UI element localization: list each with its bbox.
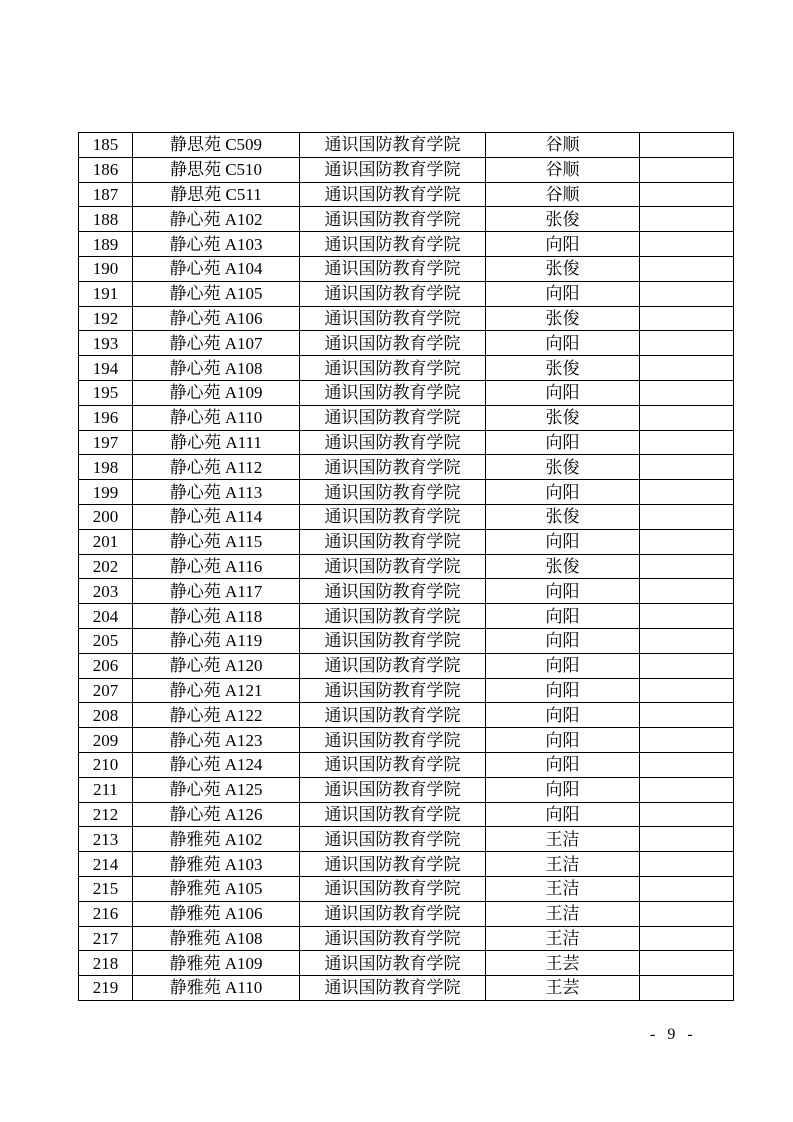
room-cell: 静心苑 A111: [133, 430, 300, 455]
row-number-cell: 215: [79, 876, 133, 901]
table-row: [79, 356, 734, 381]
table-row: [79, 579, 734, 604]
manager-name-cell: 向阳: [486, 777, 640, 802]
note-cell: [640, 926, 734, 951]
college-cell: 通识国防教育学院: [300, 876, 486, 901]
manager-name-cell: 张俊: [486, 504, 640, 529]
table-row: [79, 380, 734, 405]
row-number-cell: 194: [79, 356, 133, 381]
row-number-cell: 197: [79, 430, 133, 455]
table-row: [79, 306, 734, 331]
room-cell: 静心苑 A120: [133, 653, 300, 678]
table-row: [79, 653, 734, 678]
row-number-cell: 203: [79, 579, 133, 604]
table-body: [79, 133, 734, 1001]
note-cell: [640, 901, 734, 926]
table-row: [79, 529, 734, 554]
room-cell: 静心苑 A117: [133, 579, 300, 604]
room-cell: 静心苑 A125: [133, 777, 300, 802]
manager-name-cell: 谷顺: [486, 157, 640, 182]
college-cell: 通识国防教育学院: [300, 157, 486, 182]
room-cell: 静思苑 C511: [133, 182, 300, 207]
row-number-cell: 199: [79, 480, 133, 505]
college-cell: 通识国防教育学院: [300, 480, 486, 505]
table-row: [79, 976, 734, 1001]
table-row: [79, 777, 734, 802]
room-cell: 静心苑 A107: [133, 331, 300, 356]
table-row: [79, 480, 734, 505]
row-number-cell: 186: [79, 157, 133, 182]
manager-name-cell: 谷顺: [486, 182, 640, 207]
college-cell: 通识国防教育学院: [300, 579, 486, 604]
room-cell: 静心苑 A114: [133, 504, 300, 529]
manager-name-cell: 王芸: [486, 976, 640, 1001]
table-row: [79, 405, 734, 430]
note-cell: [640, 604, 734, 629]
note-cell: [640, 976, 734, 1001]
room-cell: 静雅苑 A108: [133, 926, 300, 951]
manager-name-cell: 向阳: [486, 480, 640, 505]
manager-name-cell: 向阳: [486, 653, 640, 678]
note-cell: [640, 554, 734, 579]
manager-name-cell: 向阳: [486, 604, 640, 629]
row-number-cell: 209: [79, 728, 133, 753]
table-row: [79, 331, 734, 356]
college-cell: 通识国防教育学院: [300, 430, 486, 455]
note-cell: [640, 455, 734, 480]
note-cell: [640, 852, 734, 877]
college-cell: 通识国防教育学院: [300, 529, 486, 554]
table-row: [79, 207, 734, 232]
manager-name-cell: 向阳: [486, 430, 640, 455]
table-row: [79, 256, 734, 281]
room-cell: 静思苑 C509: [133, 133, 300, 158]
college-cell: 通识国防教育学院: [300, 380, 486, 405]
room-cell: 静思苑 C510: [133, 157, 300, 182]
manager-name-cell: 向阳: [486, 232, 640, 257]
row-number-cell: 201: [79, 529, 133, 554]
table-row: [79, 628, 734, 653]
manager-name-cell: 张俊: [486, 405, 640, 430]
note-cell: [640, 728, 734, 753]
row-number-cell: 210: [79, 752, 133, 777]
note-cell: [640, 232, 734, 257]
note-cell: [640, 430, 734, 455]
row-number-cell: 189: [79, 232, 133, 257]
note-cell: [640, 653, 734, 678]
room-cell: 静心苑 A121: [133, 678, 300, 703]
note-cell: [640, 356, 734, 381]
table-row: [79, 876, 734, 901]
note-cell: [640, 133, 734, 158]
room-cell: 静心苑 A110: [133, 405, 300, 430]
row-number-cell: 208: [79, 703, 133, 728]
room-cell: 静心苑 A123: [133, 728, 300, 753]
college-cell: 通识国防教育学院: [300, 405, 486, 430]
row-number-cell: 200: [79, 504, 133, 529]
table-row: [79, 951, 734, 976]
manager-name-cell: 王洁: [486, 852, 640, 877]
room-cell: 静心苑 A109: [133, 380, 300, 405]
row-number-cell: 191: [79, 281, 133, 306]
table-row: [79, 232, 734, 257]
college-cell: 通识国防教育学院: [300, 976, 486, 1001]
table-row: [79, 678, 734, 703]
row-number-cell: 193: [79, 331, 133, 356]
college-cell: 通识国防教育学院: [300, 901, 486, 926]
room-cell: 静心苑 A105: [133, 281, 300, 306]
room-cell: 静心苑 A113: [133, 480, 300, 505]
college-cell: 通识国防教育学院: [300, 777, 486, 802]
manager-name-cell: 向阳: [486, 529, 640, 554]
manager-name-cell: 向阳: [486, 380, 640, 405]
room-cell: 静心苑 A106: [133, 306, 300, 331]
table-row: [79, 604, 734, 629]
table-row: [79, 430, 734, 455]
manager-name-cell: 王芸: [486, 951, 640, 976]
manager-name-cell: 谷顺: [486, 133, 640, 158]
note-cell: [640, 157, 734, 182]
table-row: [79, 926, 734, 951]
row-number-cell: 196: [79, 405, 133, 430]
manager-name-cell: 向阳: [486, 281, 640, 306]
college-cell: 通识国防教育学院: [300, 504, 486, 529]
college-cell: 通识国防教育学院: [300, 356, 486, 381]
manager-name-cell: 向阳: [486, 802, 640, 827]
college-cell: 通识国防教育学院: [300, 554, 486, 579]
page-number: - 9 -: [650, 1026, 697, 1043]
manager-name-cell: 向阳: [486, 331, 640, 356]
manager-name-cell: 王洁: [486, 926, 640, 951]
room-cell: 静雅苑 A106: [133, 901, 300, 926]
note-cell: [640, 182, 734, 207]
note-cell: [640, 529, 734, 554]
room-cell: 静雅苑 A105: [133, 876, 300, 901]
college-cell: 通识国防教育学院: [300, 703, 486, 728]
college-cell: 通识国防教育学院: [300, 852, 486, 877]
table-row: [79, 703, 734, 728]
college-cell: 通识国防教育学院: [300, 802, 486, 827]
table-row: [79, 281, 734, 306]
college-cell: 通识国防教育学院: [300, 256, 486, 281]
room-cell: 静心苑 A102: [133, 207, 300, 232]
room-cell: 静心苑 A116: [133, 554, 300, 579]
row-number-cell: 214: [79, 852, 133, 877]
table-row: [79, 504, 734, 529]
manager-name-cell: 张俊: [486, 306, 640, 331]
manager-name-cell: 张俊: [486, 356, 640, 381]
room-cell: 静心苑 A108: [133, 356, 300, 381]
college-cell: 通识国防教育学院: [300, 951, 486, 976]
college-cell: 通识国防教育学院: [300, 455, 486, 480]
note-cell: [640, 504, 734, 529]
row-number-cell: 198: [79, 455, 133, 480]
row-number-cell: 202: [79, 554, 133, 579]
row-number-cell: 218: [79, 951, 133, 976]
row-number-cell: 216: [79, 901, 133, 926]
table-row: [79, 455, 734, 480]
table-row: [79, 901, 734, 926]
room-cell: 静雅苑 A103: [133, 852, 300, 877]
note-cell: [640, 777, 734, 802]
college-cell: 通识国防教育学院: [300, 678, 486, 703]
row-number-cell: 195: [79, 380, 133, 405]
college-cell: 通识国防教育学院: [300, 604, 486, 629]
room-cell: 静心苑 A119: [133, 628, 300, 653]
college-cell: 通识国防教育学院: [300, 232, 486, 257]
room-cell: 静心苑 A118: [133, 604, 300, 629]
manager-name-cell: 向阳: [486, 703, 640, 728]
note-cell: [640, 628, 734, 653]
row-number-cell: 217: [79, 926, 133, 951]
table-row: [79, 852, 734, 877]
row-number-cell: 205: [79, 628, 133, 653]
college-cell: 通识国防教育学院: [300, 306, 486, 331]
manager-name-cell: 向阳: [486, 628, 640, 653]
college-cell: 通识国防教育学院: [300, 752, 486, 777]
table-row: [79, 133, 734, 158]
manager-name-cell: 向阳: [486, 579, 640, 604]
manager-name-cell: 张俊: [486, 455, 640, 480]
college-cell: 通识国防教育学院: [300, 182, 486, 207]
room-cell: 静心苑 A124: [133, 752, 300, 777]
dormitory-table: [78, 132, 734, 1001]
college-cell: 通识国防教育学院: [300, 926, 486, 951]
table-row: [79, 554, 734, 579]
row-number-cell: 190: [79, 256, 133, 281]
note-cell: [640, 380, 734, 405]
room-cell: 静雅苑 A102: [133, 827, 300, 852]
room-cell: 静心苑 A126: [133, 802, 300, 827]
row-number-cell: 206: [79, 653, 133, 678]
row-number-cell: 211: [79, 777, 133, 802]
manager-name-cell: 向阳: [486, 728, 640, 753]
row-number-cell: 213: [79, 827, 133, 852]
college-cell: 通识国防教育学院: [300, 281, 486, 306]
room-cell: 静心苑 A104: [133, 256, 300, 281]
row-number-cell: 192: [79, 306, 133, 331]
note-cell: [640, 331, 734, 356]
manager-name-cell: 王洁: [486, 827, 640, 852]
note-cell: [640, 405, 734, 430]
table-row: [79, 827, 734, 852]
note-cell: [640, 876, 734, 901]
college-cell: 通识国防教育学院: [300, 628, 486, 653]
room-cell: 静心苑 A115: [133, 529, 300, 554]
row-number-cell: 207: [79, 678, 133, 703]
row-number-cell: 188: [79, 207, 133, 232]
college-cell: 通识国防教育学院: [300, 653, 486, 678]
manager-name-cell: 向阳: [486, 752, 640, 777]
note-cell: [640, 703, 734, 728]
row-number-cell: 212: [79, 802, 133, 827]
manager-name-cell: 向阳: [486, 678, 640, 703]
table-row: [79, 728, 734, 753]
note-cell: [640, 678, 734, 703]
table-row: [79, 157, 734, 182]
room-cell: 静心苑 A103: [133, 232, 300, 257]
college-cell: 通识国防教育学院: [300, 827, 486, 852]
note-cell: [640, 480, 734, 505]
note-cell: [640, 207, 734, 232]
row-number-cell: 204: [79, 604, 133, 629]
note-cell: [640, 827, 734, 852]
note-cell: [640, 256, 734, 281]
note-cell: [640, 579, 734, 604]
room-cell: 静雅苑 A110: [133, 976, 300, 1001]
manager-name-cell: 张俊: [486, 207, 640, 232]
table-row: [79, 802, 734, 827]
room-cell: 静雅苑 A109: [133, 951, 300, 976]
note-cell: [640, 752, 734, 777]
note-cell: [640, 281, 734, 306]
manager-name-cell: 张俊: [486, 554, 640, 579]
table-row: [79, 752, 734, 777]
college-cell: 通识国防教育学院: [300, 331, 486, 356]
row-number-cell: 219: [79, 976, 133, 1001]
manager-name-cell: 张俊: [486, 256, 640, 281]
room-cell: 静心苑 A122: [133, 703, 300, 728]
college-cell: 通识国防教育学院: [300, 728, 486, 753]
table-row: [79, 182, 734, 207]
manager-name-cell: 王洁: [486, 876, 640, 901]
note-cell: [640, 802, 734, 827]
note-cell: [640, 951, 734, 976]
note-cell: [640, 306, 734, 331]
row-number-cell: 187: [79, 182, 133, 207]
college-cell: 通识国防教育学院: [300, 133, 486, 158]
manager-name-cell: 王洁: [486, 901, 640, 926]
college-cell: 通识国防教育学院: [300, 207, 486, 232]
row-number-cell: 185: [79, 133, 133, 158]
room-cell: 静心苑 A112: [133, 455, 300, 480]
